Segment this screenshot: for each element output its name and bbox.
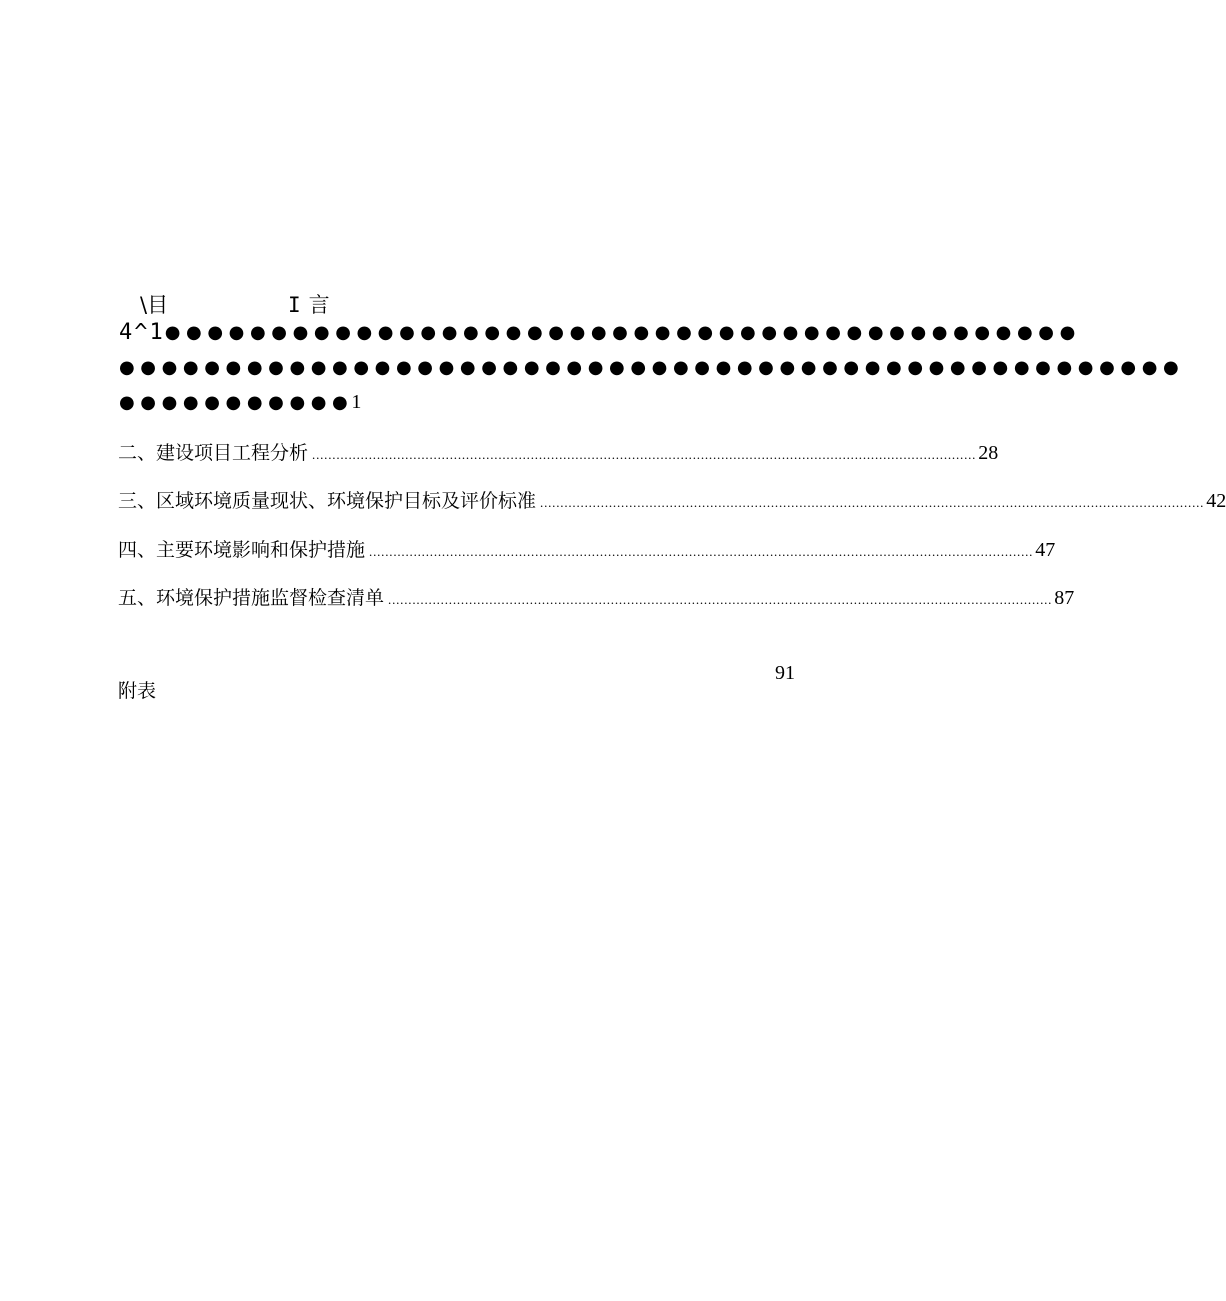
toc-heading-char: 言 — [308, 293, 330, 317]
dot-leader: ●●●●●●●●●●●●●●●●●●●●●●●●●●●●●●●●●●●●●●●●●●● — [164, 322, 1081, 343]
intro-entry-line-2 — [119, 357, 1185, 378]
toc-entry[interactable] — [118, 486, 1226, 514]
intro-entry-page: 1 — [351, 391, 362, 413]
toc-entry-page: 47 — [1035, 539, 1056, 561]
toc-entry-page: 87 — [1054, 587, 1075, 609]
dot-leader: .................................................................................................................................................................... — [312, 447, 977, 462]
appendix-title[interactable]: 附表 — [118, 680, 157, 702]
toc-entry-title: 二、建设项目工程分析 — [118, 442, 309, 464]
dot-leader: .................................................................................................................................................................... — [369, 544, 1034, 559]
toc-entry-title: 五、环境保护措施监督检查清单 — [118, 587, 385, 609]
toc-entry[interactable] — [118, 583, 1075, 611]
toc-entry[interactable] — [118, 438, 999, 466]
dot-leader: .................................................................................................................................................................... — [540, 495, 1205, 510]
dot-leader: ●●●●●●●●●●● — [119, 392, 354, 413]
toc-entry-page: 28 — [978, 442, 999, 464]
appendix-page: 91 — [775, 662, 795, 684]
toc-entry[interactable] — [118, 535, 1056, 563]
intro-entry-number: 4^1 — [119, 320, 165, 345]
toc-heading-right — [288, 289, 330, 319]
intro-entry-line-1 — [119, 320, 1081, 345]
toc-entry-title: 三、区域环境质量现状、环境保护目标及评价标准 — [118, 490, 537, 512]
toc-heading-left: \目 — [140, 293, 169, 317]
dot-leader: ●●●●●●●●●●●●●●●●●●●●●●●●●●●●●●●●●●●●●●●●●●●●●●●●●● — [119, 357, 1185, 378]
toc-entry-title: 四、主要环境影响和保护措施 — [118, 539, 366, 561]
dot-leader: .................................................................................................................................................................... — [388, 592, 1053, 607]
toc-entry-page: 42 — [1206, 490, 1226, 512]
toc-heading-roman: I — [288, 293, 301, 317]
intro-entry-line-3 — [119, 391, 799, 414]
